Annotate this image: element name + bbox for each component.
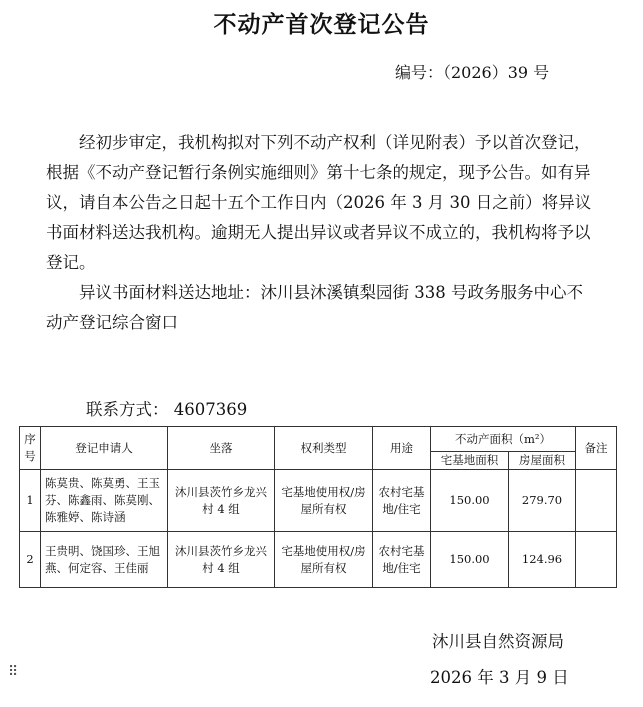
- cell-usage: 农村宅基地/住宅: [373, 470, 431, 532]
- cell-remark: [576, 532, 617, 588]
- cell-seq: 1: [20, 470, 41, 532]
- notice-paragraph-1: 经初步审定，我机构拟对下列不动产权利（详见附表）予以首次登记，根据《不动产登记暂行条例实施细则》第十七条的规定，现予公告。如有异议，请自本公告之日起十五个工作日内（2026 年 3 月 30 日之前）将异议书面材料送达我机构。逾期无人提出异议或者异议不成立的，我机构将予以登记。: [46, 133, 592, 272]
- header-remark: 备注: [576, 427, 617, 470]
- property-table: [19, 426, 617, 588]
- header-house-area: 房屋面积: [509, 452, 576, 470]
- header-usage: 用途: [373, 427, 431, 470]
- cell-location: 沐川县茨竹乡龙兴村 4 组: [168, 470, 275, 532]
- table-row: [20, 532, 617, 588]
- cell-house-area: 124.96: [509, 532, 576, 588]
- cell-house-area: 279.70: [509, 470, 576, 532]
- notice-paragraph-2: 异议书面材料送达地址：沐川县沐溪镇梨园街 338 号政务服务中心不动产登记综合窗口: [46, 283, 583, 332]
- page-title: 不动产首次登记公告: [213, 12, 430, 38]
- cell-applicant: 陈莫贵、陈莫勇、王玉芬、陈鑫雨、陈莫刚、陈雅婷、陈诗涵: [41, 470, 168, 532]
- cell-land-area: 150.00: [431, 532, 509, 588]
- cell-seq: 2: [20, 532, 41, 588]
- cell-usage: 农村宅基地/住宅: [373, 532, 431, 588]
- drag-handle-icon[interactable]: ⠿: [8, 664, 19, 680]
- issuer-name: 沐川县自然资源局: [432, 632, 564, 651]
- header-right-type: 权利类型: [275, 427, 373, 470]
- cell-right-type: 宅基地使用权/房屋所有权: [275, 532, 373, 588]
- header-seq: 序号: [20, 427, 41, 470]
- table-row: [20, 470, 617, 532]
- header-area-group: 不动产面积（m²）: [431, 427, 576, 452]
- cell-location: 沐川县茨竹乡龙兴村 4 组: [168, 532, 275, 588]
- cell-right-type: 宅基地使用权/房屋所有权: [275, 470, 373, 532]
- header-location: 坐落: [168, 427, 275, 470]
- notice-body: [46, 128, 594, 338]
- contact-info: 联系方式： 4607369: [86, 400, 248, 419]
- cell-land-area: 150.00: [431, 470, 509, 532]
- cell-applicant: 王贵明、饶国珍、王旭燕、何定容、王佳丽: [41, 532, 168, 588]
- document-number: 编号：（2026）39 号: [395, 63, 550, 82]
- cell-remark: [576, 470, 617, 532]
- header-land-area: 宅基地面积: [431, 452, 509, 470]
- issue-date: 2026 年 3 月 9 日: [430, 668, 569, 687]
- header-applicant: 登记申请人: [41, 427, 168, 470]
